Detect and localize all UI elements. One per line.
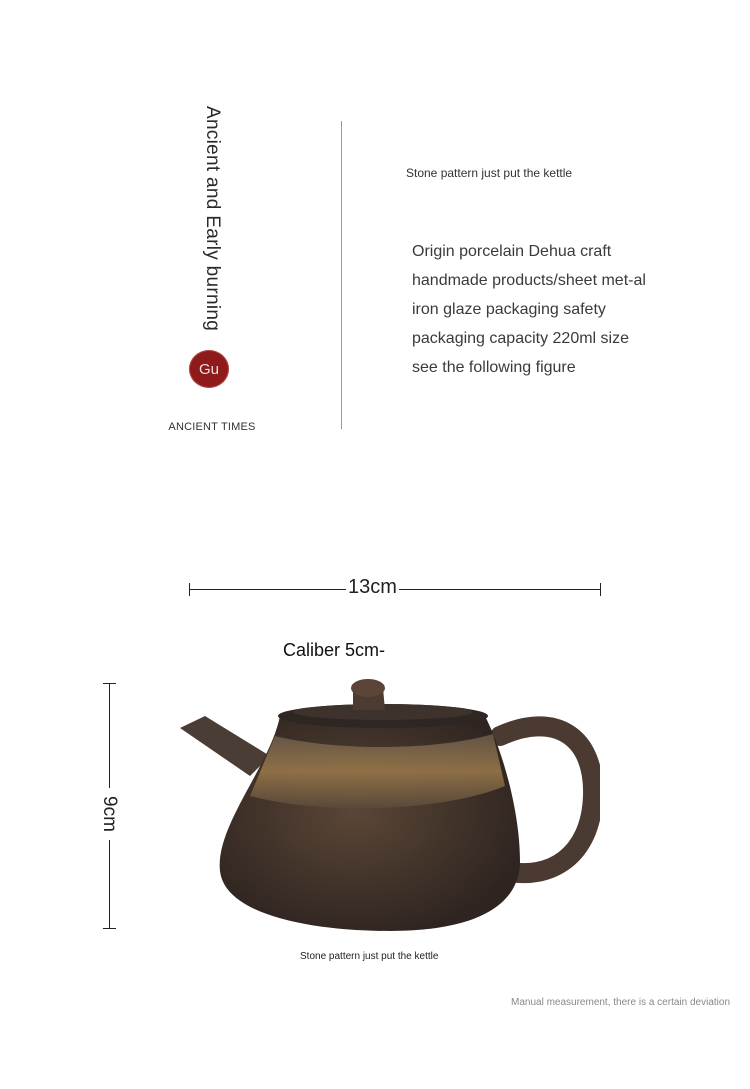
width-dimension-tick-left bbox=[189, 583, 190, 596]
width-dimension-label: 13cm bbox=[348, 576, 397, 598]
caliber-label: Caliber 5cm- bbox=[283, 640, 386, 660]
vertical-title: Ancient and Early burning bbox=[202, 106, 223, 332]
divider-line bbox=[341, 121, 342, 429]
height-dimension-tick-top bbox=[103, 683, 116, 684]
teapot-caption: Stone pattern just put the kettle bbox=[300, 951, 439, 962]
teapot-image bbox=[175, 676, 600, 936]
product-description: Origin porcelain Dehua craft handmade products/sheet met-al iron glaze packaging safety packaging capacity 220ml size see the following figure bbox=[412, 243, 646, 376]
product-subtitle: Stone pattern just put the kettle bbox=[406, 166, 573, 180]
measurement-note: Manual measurement, there is a certain deviation bbox=[511, 997, 731, 1008]
seal-stamp: Gu bbox=[189, 350, 229, 388]
ancient-times-label: ANCIENT TIMES bbox=[168, 421, 256, 433]
height-dimension-label: 9cm bbox=[96, 788, 122, 840]
height-dimension-tick-bottom bbox=[103, 928, 116, 929]
width-dimension-tick-right bbox=[600, 583, 601, 596]
